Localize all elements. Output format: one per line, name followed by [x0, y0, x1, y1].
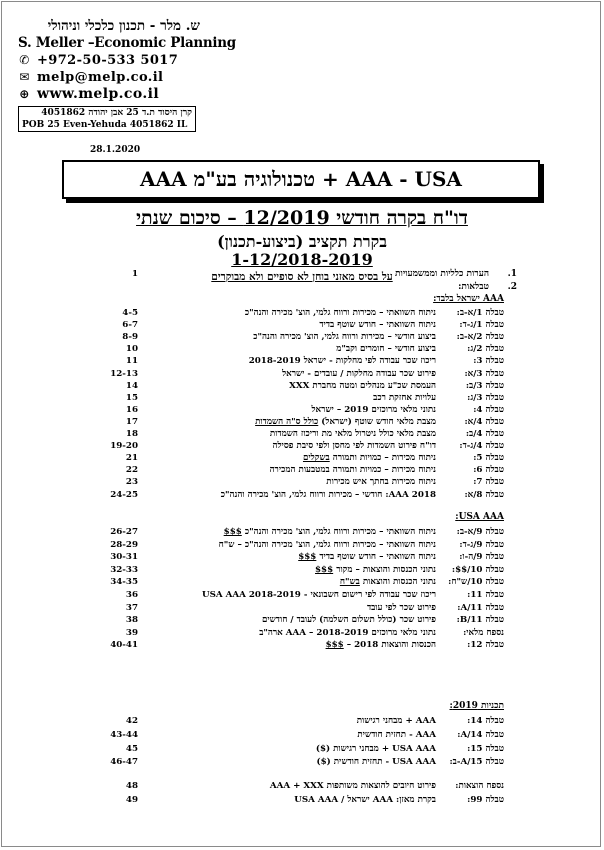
table-label: טבלה 2/א-ב: [456, 332, 504, 343]
table-description [219, 539, 436, 551]
page-number: 26-27 [110, 527, 138, 537]
description-text: הכנסות והוצאות 2018 – [346, 640, 436, 651]
description-text: פירוט שכר עבודה מחלקות / עובדים - ישראל [282, 368, 436, 379]
table-label: טבלה 3: [473, 356, 504, 367]
table-label: טבלה 1/א-ב: [456, 308, 504, 318]
page-number: 30-31 [110, 552, 138, 563]
description-emphasis: $$$ [298, 552, 317, 563]
table-description [316, 743, 436, 755]
table-description [221, 489, 436, 501]
table-label: טבלה 4: [473, 404, 504, 415]
page-number: 24-25 [110, 489, 138, 500]
table-description [326, 639, 436, 651]
website-url: www.melp.co.il [37, 86, 160, 102]
description-text: AAA + מבחני רגישות [356, 716, 436, 726]
title-box [62, 160, 540, 199]
toc-row [0, 440, 604, 452]
toc-row [0, 627, 604, 639]
description-text: העמסת שכ"ע מנהלים ומטה מחברת XXX [289, 380, 436, 391]
page-number: 37 [125, 602, 138, 613]
table-label: טבלה 10/$$: [451, 564, 504, 575]
description-text: ניתוח מכירות בחתך איש מכירות [326, 477, 436, 488]
table-label: טבלה 5: [473, 453, 504, 464]
description-emphasis: בש"ח [339, 577, 360, 588]
page-number: 12-13 [110, 368, 138, 379]
page-number: 39 [125, 627, 138, 638]
toc-row [0, 780, 604, 792]
company-name-english: S. Meller –Economic Planning [18, 35, 236, 51]
description-text: AAA - תחזית חודשית [357, 729, 436, 740]
description-emphasis: $$$ [223, 527, 242, 537]
table-description [336, 343, 436, 355]
item-number: 2. [507, 282, 517, 292]
toc-row [0, 551, 604, 563]
table-description [289, 380, 436, 392]
table-label: נספח מלאי: [463, 627, 504, 638]
page-number: 42 [125, 716, 138, 726]
table-description [270, 780, 436, 792]
table-description [326, 476, 436, 488]
toc-row [0, 476, 604, 488]
postbox-address [18, 106, 196, 132]
table-label: נספח הוצאות: [455, 781, 504, 791]
item-text: הערות כלליות וממשמעויות [395, 269, 489, 279]
table-label: טבלה 7: [473, 477, 504, 488]
table-description [303, 452, 436, 464]
table-label: טבלה 11: [467, 590, 504, 600]
globe-icon: ⊕ [19, 87, 30, 101]
description-text: ניתוח השוואתי – חודש שוטף בדיד [319, 552, 436, 563]
table-label: טבלה 4/ג-ד: [459, 441, 504, 452]
description-emphasis: בשקלים [302, 453, 330, 464]
description-emphasis: $$$ [315, 564, 334, 575]
table-label: טבלה 4/ב: [465, 429, 504, 439]
phone-row [18, 52, 200, 69]
page-number: 8-9 [122, 332, 138, 343]
description-text: ניתוח השוואתי – מכירות ורווח גלמי, הוצ' מכירה והנה"כ [244, 308, 436, 318]
description-text: פירוט חיובים להוצאות משותפות AAA + XXX [269, 781, 436, 791]
page-number: 17 [125, 416, 138, 427]
description-text: AAA 2018: חודשי – מכירות ורווח גלמי, הוצ' מכירה והנה"כ [220, 489, 436, 500]
page-number: 22 [125, 465, 138, 476]
table-description [270, 464, 436, 476]
description-text: פירוט שכר (כולל תשלום השלמה) לעובד / חודשים [261, 615, 436, 626]
table-description [311, 404, 436, 416]
table-label: טבלה 9/א-ב: [456, 527, 504, 537]
section-label: AAA ישראל בלבד: [433, 294, 504, 304]
description-text: ניתוח מכירות – כמויות ותמורה [332, 453, 436, 464]
description-text: מצבת מלאי כולל ניטרול מלאי מת וריכוז השמדות [269, 429, 436, 439]
toc-row [0, 416, 604, 428]
page-number: 49 [125, 794, 138, 805]
report-heading: דו"ח בקרה חודשי 12/2019 – סיכום שנתי [136, 207, 468, 229]
toc-row [0, 715, 604, 727]
table-description [357, 729, 436, 741]
description-text: נתוני מלאי מרוכזים 2018-2019 – AAA ארה"ב [259, 627, 436, 638]
table-description [282, 368, 436, 380]
section-heading-israel [0, 293, 604, 305]
item-number: 1. [507, 269, 517, 279]
email-row [18, 69, 200, 86]
table-description [273, 440, 437, 452]
description-text: USA AAA - תחזית חודשית ($) [316, 757, 436, 768]
page-number: 48 [125, 781, 138, 791]
table-label: טבלה 15: [467, 743, 504, 754]
table-label: טבלה A/11: [457, 602, 504, 613]
description-text: ריכוז שכר עבודה לפי מחלקות - ישראל 2018-2019 [248, 356, 436, 367]
description-emphasis: $$$ [325, 640, 344, 651]
table-description [373, 392, 436, 404]
toc-row [0, 368, 604, 380]
table-description [319, 319, 436, 331]
section-label: USA AAA: [455, 512, 504, 522]
table-description [262, 614, 436, 626]
description-text: ניתוח מכירות – כמויות ותמורה במטבעות המכירה [269, 465, 436, 476]
table-label: טבלה 9/ג-ד: [459, 539, 504, 550]
table-label: טבלה A/15-ב: [449, 757, 504, 768]
toc-row [0, 343, 604, 355]
toc-row [0, 380, 604, 392]
section-heading-plans [0, 700, 604, 712]
table-description [294, 794, 436, 806]
page-number: 18 [125, 429, 138, 439]
page-number: 10 [125, 344, 138, 355]
table-description [270, 428, 436, 440]
page-number: 43-44 [110, 729, 138, 740]
toc-row [0, 639, 604, 651]
description-text: נתוני הכנסות והוצאות – מקור [336, 564, 436, 575]
page-number: 34-35 [110, 577, 138, 588]
page-number: 38 [125, 615, 138, 626]
table-label: טבלה 8/א: [464, 489, 504, 500]
page-number: 1 [131, 269, 138, 279]
section-heading-usa [0, 511, 604, 523]
table-label: טבלה 1/ג-ד: [459, 320, 504, 331]
table-label: טבלה 2/ג: [467, 344, 504, 355]
postbox-hebrew: קרן היסוד ת.ד 25 אבן יהודה 4051862 [41, 108, 192, 118]
basis-note: על בסיס מאזני בוחן לא סופיים ולא מבוקרים [211, 271, 393, 283]
page-number: 21 [125, 453, 138, 464]
description-text: ביצוע חודשי – מכירות ורווח גלמי, הוצ' מכירה והנה"כ [253, 332, 436, 343]
table-label: טבלה B/11: [456, 615, 504, 626]
budget-heading: בקרת תקציב (ביצוע-תכנון) [217, 232, 387, 251]
toc-row [0, 307, 604, 319]
table-label: טבלה 99: [467, 794, 504, 805]
table-description [253, 331, 436, 343]
toc-row [0, 564, 604, 576]
toc-row [0, 576, 604, 588]
toc-row [0, 614, 604, 626]
toc-row [0, 452, 604, 464]
page-number: 28-29 [110, 539, 138, 550]
postbox-english: POB 25 Even-Yehuda 4051862 IL [22, 120, 188, 130]
description-text: דו"ח פירוט השמדות לפי מחסן ולפי סיבת פסילה [272, 441, 436, 452]
table-label: טבלה 3/ג: [467, 392, 504, 403]
page-number: 19-20 [110, 441, 138, 452]
table-description [367, 602, 436, 614]
table-label: טבלה 12: [467, 640, 504, 651]
page-number: 32-33 [110, 564, 138, 575]
table-label: טבלה 6: [473, 465, 504, 476]
page-number: 6-7 [122, 320, 138, 331]
page-number: 23 [125, 477, 138, 488]
document-date: 28.1.2020 [90, 145, 141, 155]
table-description [316, 756, 436, 768]
table-label: טבלה 3/ב: [465, 380, 504, 391]
company-name-hebrew: ש. מלר - תכנון כלכלי וניהולי [47, 18, 200, 34]
page-number: 16 [125, 404, 138, 415]
document-title: AAA טכנולוגיה בע"מ + AAA - USA [140, 167, 462, 191]
description-text: USA AAA + מבחני רגישות ($) [315, 743, 436, 754]
toc-row [0, 743, 604, 755]
envelope-icon: ✉ [19, 70, 30, 84]
table-label: טבלה 4/א: [464, 416, 504, 427]
toc-row [0, 489, 604, 501]
page-number: 45 [125, 743, 138, 754]
letterhead [18, 18, 236, 132]
table-description [224, 526, 436, 538]
description-text: נתוני הכנסות והוצאות [362, 577, 436, 588]
table-description [340, 576, 436, 588]
toc-row [0, 464, 604, 476]
toc-row [0, 428, 604, 440]
description-text: פירוט שכר לפי עובד [366, 602, 436, 613]
toc-row [0, 589, 604, 601]
toc-row [0, 756, 604, 768]
table-description [315, 564, 436, 576]
table-label: טבלה 3/א: [464, 368, 504, 379]
phone-icon: ✆ [19, 53, 30, 67]
table-label: טבלה 14: [467, 716, 504, 726]
description-text: מצבת מלאי חודש שוטף (ישראל) [321, 416, 436, 427]
toc-row [0, 404, 604, 416]
description-text: נתוני מלאי מרוכזים 2019 – ישראל [311, 404, 436, 415]
table-label: טבלה A/14: [457, 729, 504, 740]
page-number: 11 [125, 356, 138, 367]
page-number: 46-47 [110, 757, 138, 768]
period-heading: 1-12/2018-2019 [231, 250, 373, 269]
website-row [18, 86, 200, 103]
table-description [259, 627, 436, 639]
toc-row [0, 355, 604, 367]
table-description [255, 416, 436, 428]
table-description [357, 715, 436, 727]
description-emphasis: כולל ס"ה השמדות [255, 416, 319, 427]
toc-row [0, 729, 604, 741]
description-text: עלויות אחזקת רכב [373, 392, 436, 403]
page-number: 36 [125, 590, 138, 600]
description-text: ניתוח השוואתי – מכירות ורווח גלמי, הוצ' מכירה והנה"כ – ש"ח [218, 539, 436, 550]
description-text: בקרת מאזן: AAA ישראל / USA AAA [294, 794, 436, 805]
item-text: טבלאות: [458, 282, 489, 292]
description-text: ביצוע חודשי – חומרים וקב"מ [336, 344, 436, 355]
toc-row [0, 794, 604, 806]
table-label: טבלה 9/ה-ו: [459, 552, 504, 563]
page-number: 14 [125, 380, 138, 391]
phone-number: +972-50-533 5017 [37, 53, 179, 68]
description-text: ניתוח השוואתי – מכירות ורווח גלמי, הוצ' מכירה והנה"כ [244, 527, 436, 537]
table-description [298, 551, 436, 563]
table-label: טבלה 10/ש"ח: [448, 577, 504, 588]
toc-item [0, 268, 604, 280]
page-number: 15 [125, 392, 138, 403]
toc-row [0, 392, 604, 404]
table-description [245, 307, 436, 319]
description-text: ניתוח השוואתי – חודש שוטף בדיד [319, 320, 436, 331]
page-number: 40-41 [110, 640, 138, 651]
description-text: ריכוז שכר עבודה לפי רישום חשבונאי - USA AAA 2018-2019 [202, 590, 436, 600]
table-description [202, 589, 436, 601]
toc-row [0, 602, 604, 614]
table-description [249, 355, 436, 367]
toc-row [0, 539, 604, 551]
section-label: תכניות 2019: [449, 701, 504, 711]
toc-row [0, 319, 604, 331]
email-address: melp@melp.co.il [37, 70, 164, 85]
page-number: 4-5 [122, 308, 138, 318]
toc-item [0, 281, 604, 293]
toc-row [0, 331, 604, 343]
toc-row [0, 526, 604, 538]
